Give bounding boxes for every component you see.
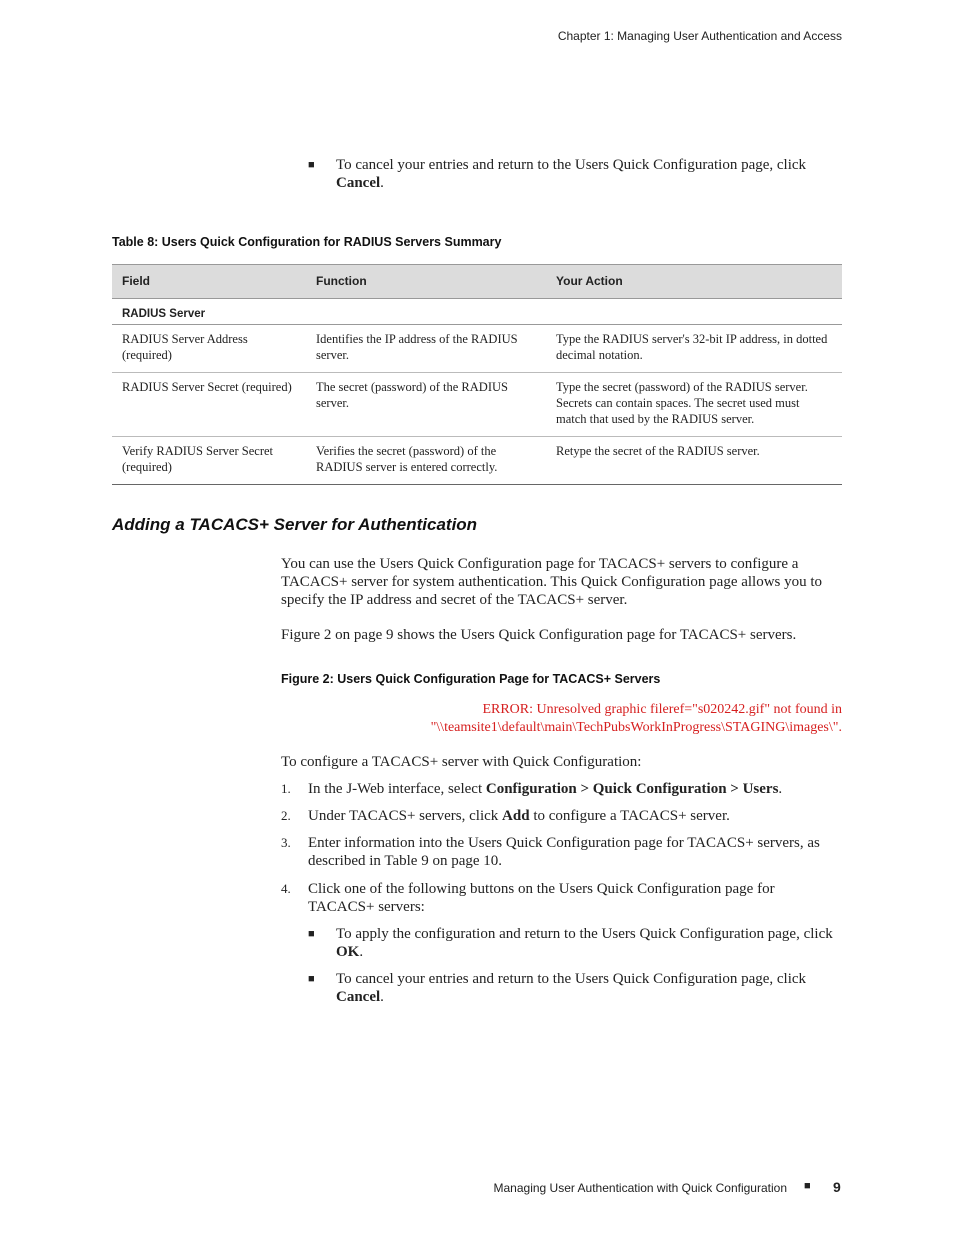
add-term: Add (502, 808, 530, 824)
period: . (380, 175, 384, 191)
step-number: 3. (281, 835, 291, 850)
body-paragraph: You can use the Users Quick Configuration page for TACACS+ servers to configure a TACACS+ server for system authentication. This Quick Configuration page allows you to specify the IP address and secret of the TACACS+ server. (281, 556, 823, 608)
step-item (281, 807, 842, 825)
section-heading: Adding a TACACS+ Server for Authentication (112, 515, 478, 534)
table-row (112, 437, 842, 485)
radius-summary-table (112, 264, 842, 485)
table-group-row (112, 299, 842, 325)
table-cell: RADIUS Server Address (required) (112, 325, 306, 373)
bullet-text: To cancel your entries and return to the Users Quick Configuration page, click (336, 971, 807, 987)
body-paragraph: Figure 2 on page 9 shows the Users Quick Configuration page for TACACS+ servers. (281, 627, 797, 643)
running-footer: Managing User Authentication with Quick Configuration (493, 1181, 787, 1195)
bullet-text: To apply the configuration and return to the Users Quick Configuration page, click (336, 926, 833, 942)
step-text: Click one of the following buttons on the Users Quick Configuration page for TACACS+ servers: (308, 881, 775, 915)
bullet-marker: ■ (308, 973, 315, 985)
column-header-function: Function (306, 265, 546, 299)
step-text: In the J-Web interface, select (308, 781, 486, 797)
step-item (281, 880, 842, 916)
table-cell: Verifies the secret (password) of the RADIUS server is entered correctly. (306, 437, 546, 485)
step-item (281, 834, 842, 870)
bullet-text-end: . (380, 989, 384, 1005)
step-number: 2. (281, 808, 291, 823)
step-text-end: . (778, 781, 783, 797)
step-number: 1. (281, 781, 291, 796)
bullet-text: To cancel your entries and return to the Users Quick Configuration page, click (336, 157, 807, 173)
table-row (112, 325, 842, 373)
step-text-end: to configure a TACACS+ server. (529, 808, 730, 824)
procedure-intro: To configure a TACACS+ server with Quick Configuration: (281, 754, 642, 770)
cancel-term: Cancel (336, 175, 381, 191)
column-header-your-action: Your Action (546, 265, 842, 299)
table-cell: Type the RADIUS server's 32-bit IP address, in dotted decimal notation. (546, 325, 842, 373)
step-number: 4. (281, 881, 291, 896)
table-cell: RADIUS Server Secret (required) (112, 373, 306, 437)
group-label: RADIUS Server (112, 299, 842, 325)
bullet-text-end: . (359, 944, 364, 960)
ok-term: OK (336, 944, 360, 960)
error-line: "\\teamsite1\default\main\TechPubsWorkInProgress\STAGING\images\". (430, 719, 842, 735)
missing-graphic-error (281, 701, 842, 736)
table-cell: Verify RADIUS Server Secret (required) (112, 437, 306, 485)
figure-caption: Figure 2: Users Quick Configuration Page for TACACS+ Servers (281, 672, 661, 686)
table-cell: Retype the secret of the RADIUS server. (546, 437, 842, 485)
step-text: Enter information into the Users Quick Configuration page for TACACS+ servers, as described in Table 9 on page 10. (308, 835, 820, 869)
footer-separator: ■ (804, 1180, 811, 1192)
bullet-marker: ■ (308, 928, 315, 940)
table-caption: Table 8: Users Quick Configuration for RADIUS Servers Summary (112, 235, 502, 249)
bullet-marker: ■ (308, 159, 315, 171)
table-cell: Type the secret (password) of the RADIUS server. Secrets can contain spaces. The secret used must match that used by the RADIUS server. (546, 373, 842, 437)
column-header-field: Field (112, 265, 306, 299)
list-item (308, 156, 842, 192)
running-header: Chapter 1: Managing User Authentication and Access (557, 29, 842, 43)
cancel-term: Cancel (336, 989, 381, 1005)
step-item (281, 780, 842, 798)
step-text: Under TACACS+ servers, click (308, 808, 503, 824)
list-item (308, 925, 842, 961)
table-row (112, 373, 842, 437)
list-item (308, 970, 842, 1006)
table-cell: The secret (password) of the RADIUS server. (306, 373, 546, 437)
page-number: 9 (833, 1179, 841, 1195)
error-line: ERROR: Unresolved graphic fileref="s020242.gif" not found in (482, 702, 842, 717)
table-cell: Identifies the IP address of the RADIUS server. (306, 325, 546, 373)
menu-path: Configuration > Quick Configuration > Users (485, 781, 779, 797)
